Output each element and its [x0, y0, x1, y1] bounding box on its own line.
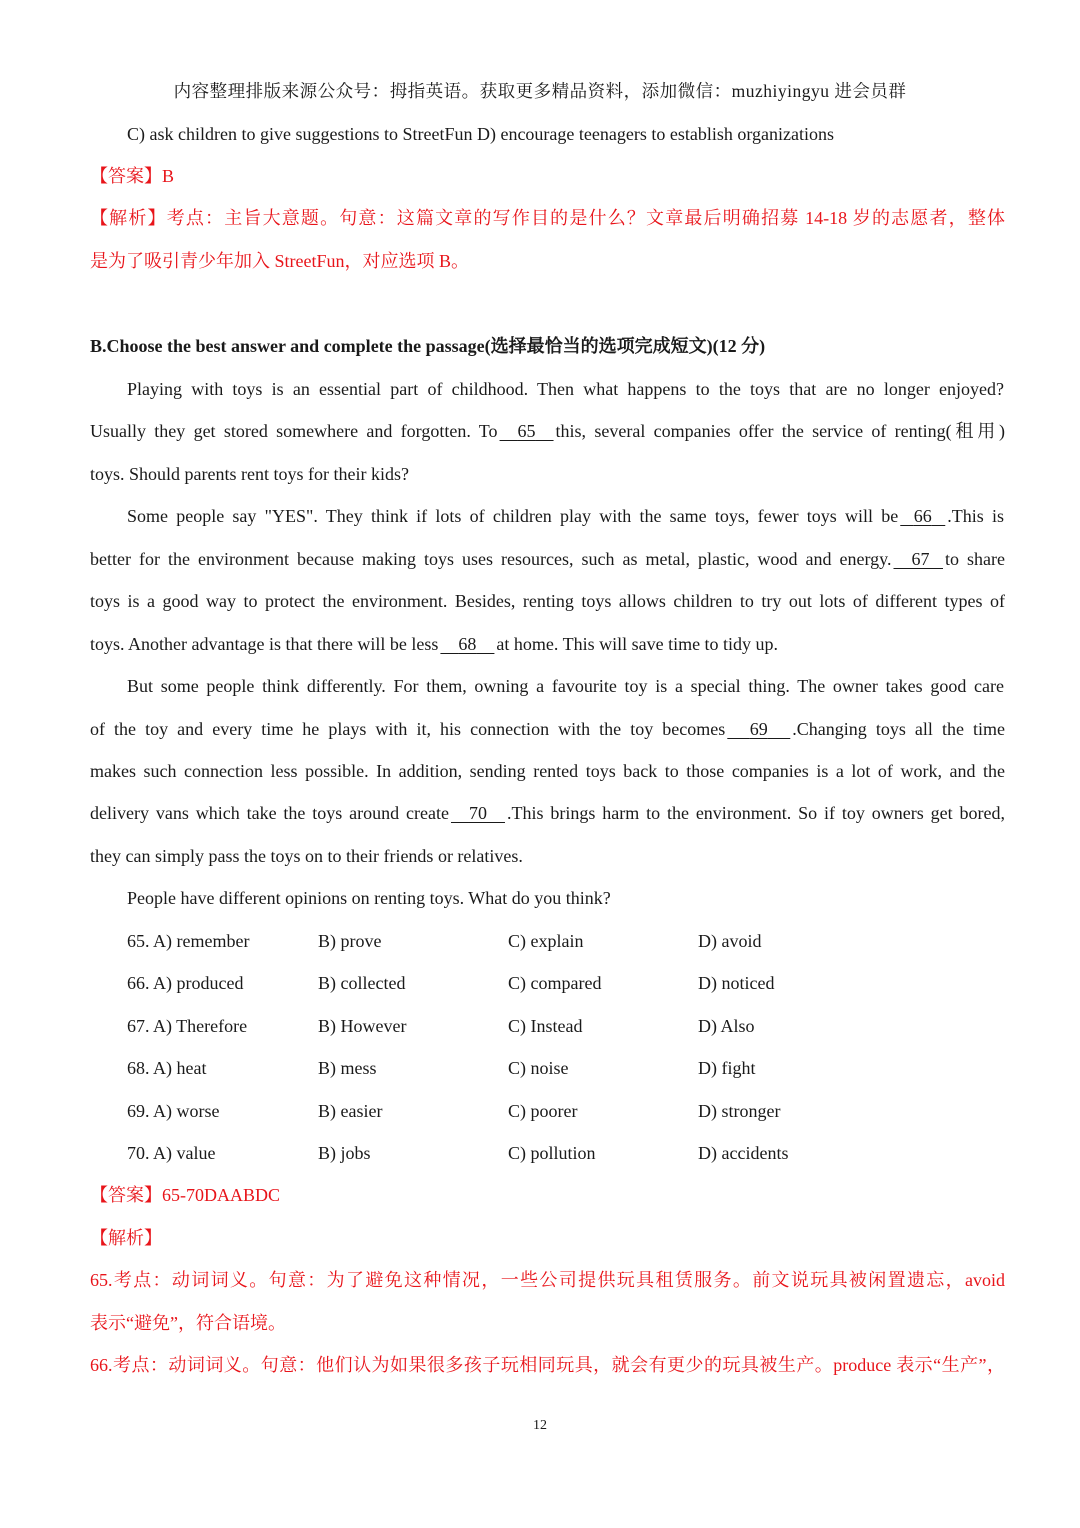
option-c: C) Instead: [508, 1016, 583, 1036]
option-a: 67. A) Therefore: [127, 1016, 248, 1036]
question-70-options: [0, 1141, 1080, 1165]
passage-p4: People have different opinions on renting toys. What do you think?: [127, 888, 611, 908]
blank-66: 66: [913, 506, 932, 526]
blank-70: 70: [468, 803, 487, 823]
previous-analysis-line-2: 是为了吸引青少年加入 StreetFun，对应选项 B。: [90, 251, 470, 271]
passage-text: at home. This will save time to tidy up.: [496, 634, 779, 654]
passage-p1-line-3: toys. Should parents rent toys for their kids?: [90, 464, 409, 484]
passage-p3-line-1: But some people think differently. For them, owning a favourite toy is a special thing. The owner takes good care: [127, 676, 1004, 696]
passage-text: toys. Another advantage is that there will be less: [90, 634, 439, 654]
option-c: C) explain: [508, 931, 584, 951]
question-67-options: [0, 1014, 1080, 1038]
passage-text: to share: [945, 549, 1005, 569]
passage-text: .This is: [947, 506, 1004, 526]
previous-answer: 【答案】B: [90, 166, 175, 186]
passage-p2-line-4: [90, 632, 1005, 656]
option-a: 69. A) worse: [127, 1101, 220, 1121]
option-a: 68. A) heat: [127, 1058, 207, 1078]
question-68-options: [0, 1056, 1080, 1080]
blank-67: 67: [911, 549, 930, 569]
passage-p3-line-5: they can simply pass the toys on to their friends or relatives.: [90, 846, 523, 866]
section-b-title: B.Choose the best answer and complete the passage(选择最恰当的选项完成短文)(12 分): [90, 336, 766, 356]
passage-p1-line-1: Playing with toys is an essential part of childhood. Then what happens to the toys that are no longer enjoyed?: [127, 379, 1004, 399]
passage-p3-line-4: [90, 801, 1005, 825]
passage-text: this, several companies offer the service of renting(租用): [555, 421, 1005, 441]
question-69-options: [0, 1099, 1080, 1123]
passage-text: better for the environment because making toys uses resources, such as metal, plastic, wood and energy.: [90, 549, 892, 569]
passage-p3-line-2: [90, 717, 1005, 741]
option-c: C) noise: [508, 1058, 569, 1078]
page-number: 12: [533, 1418, 547, 1433]
question-65-options: [0, 929, 1080, 953]
passage-p2-line-1: [127, 504, 1004, 528]
option-c: C) poorer: [508, 1101, 578, 1121]
option-b: B) mess: [318, 1058, 377, 1078]
option-b: B) prove: [318, 931, 382, 951]
option-d: D) Also: [698, 1016, 755, 1036]
analysis-label: 【解析】: [90, 1228, 162, 1248]
blank-69: 69: [749, 719, 768, 739]
option-d: D) noticed: [698, 973, 775, 993]
option-d: D) fight: [698, 1058, 756, 1078]
option-b: B) easier: [318, 1101, 383, 1121]
passage-text: delivery vans which take the toys around create: [90, 803, 449, 823]
passage-p1-line-2: [90, 419, 1005, 443]
analysis-66-line-1: 66.考点：动词词义。句意：他们认为如果很多孩子玩相同玩具，就会有更少的玩具被生产。produce 表示“生产”，: [90, 1355, 1005, 1375]
passage-text: Some people say "YES". They think if lots of children play with the same toys, fewer toys will be: [127, 506, 899, 526]
option-d: D) stronger: [698, 1101, 781, 1121]
option-c: C) compared: [508, 973, 602, 993]
analysis-65-line-2: 表示“避免”，符合语境。: [90, 1313, 286, 1333]
page-header: 内容整理排版来源公众号：拇指英语。获取更多精品资料，添加微信：muzhiyingyu 进会员群: [173, 81, 907, 101]
option-b: B) collected: [318, 973, 406, 993]
option-d: D) avoid: [698, 931, 762, 951]
previous-analysis-line-1: 【解析】考点：主旨大意题。句意：这篇文章的写作目的是什么？文章最后明确招募 14-18 岁的志愿者，整体: [90, 208, 1005, 228]
passage-p2-line-2: [90, 547, 1005, 571]
option-c: C) pollution: [508, 1143, 596, 1163]
passage-text: Usually they get stored somewhere and forgotten. To: [90, 421, 498, 441]
option-a: 70. A) value: [127, 1143, 216, 1163]
passage-text: .Changing toys all the time: [792, 719, 1005, 739]
question-66-options: [0, 971, 1080, 995]
answer-key: 【答案】65-70DAABDC: [90, 1185, 281, 1205]
option-b: B) However: [318, 1016, 407, 1036]
passage-p2-line-3: toys is a good way to protect the environment. Besides, renting toys allows children to try out lots of different types of: [90, 591, 1005, 611]
option-a: 65. A) remember: [127, 931, 250, 951]
previous-options-line: C) ask children to give suggestions to StreetFun D) encourage teenagers to establish organizations: [127, 124, 835, 144]
blank-68: 68: [458, 634, 477, 654]
option-d: D) accidents: [698, 1143, 789, 1163]
passage-text: .This brings harm to the environment. So if toy owners get bored,: [506, 803, 1006, 823]
option-b: B) jobs: [318, 1143, 371, 1163]
passage-text: of the toy and every time he plays with it, his connection with the toy becomes: [90, 719, 726, 739]
option-a: 66. A) produced: [127, 973, 244, 993]
blank-65: 65: [517, 421, 536, 441]
passage-p3-line-3: makes such connection less possible. In addition, sending rented toys back to those companies is a lot of work, and the: [90, 761, 1005, 781]
analysis-65-line-1: 65.考点：动词词义。句意：为了避免这种情况，一些公司提供玩具租赁服务。前文说玩具被闲置遗忘，avoid: [90, 1270, 1005, 1290]
